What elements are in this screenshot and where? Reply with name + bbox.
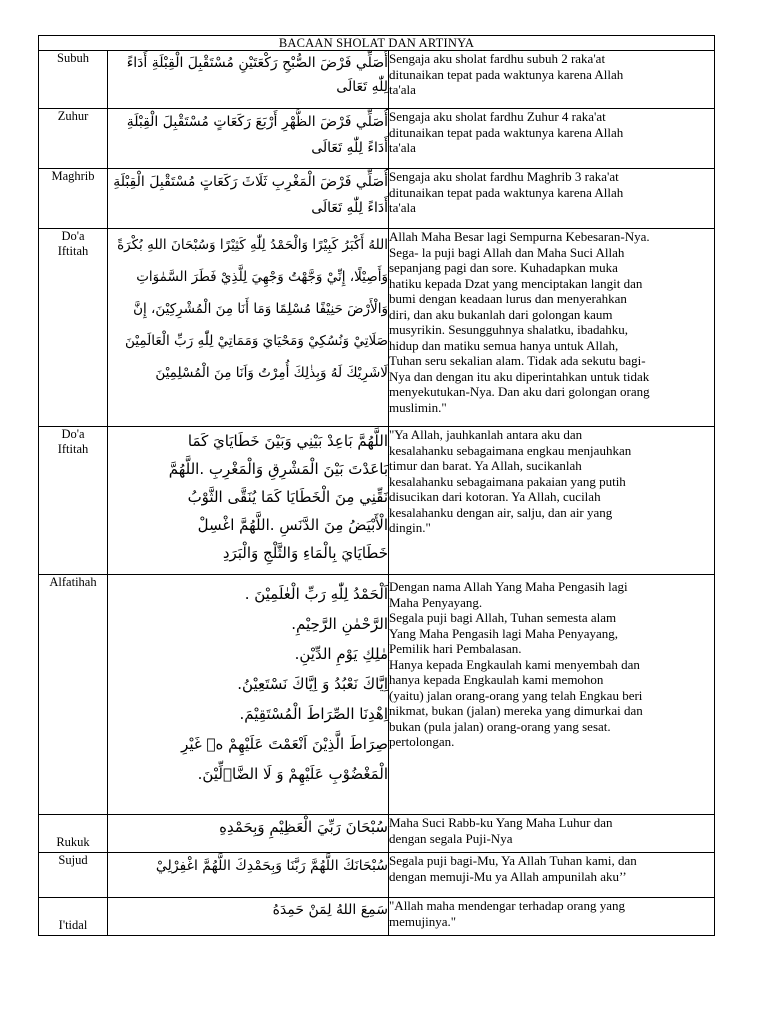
prayer-label: I'tidal (39, 898, 108, 936)
translation-line: hanya kepada Engkaulah kami memohon (389, 672, 604, 687)
arabic-line: اللَّهُمَّ بَاعِدْ بَيْنِي وَبَيْنَ خَطَايَايَ كَمَا (187, 432, 388, 450)
arabic-line: خَطَايَايَ بِالْمَاءِ وَالثَّلْجِ وَالْبَرَدِ (222, 544, 388, 562)
arabic-line: اللهُ أَكْبَرُ كَبِيْرًا وَالْحَمْدُ لِلّٰهِ كَثِيْرًا وَسُبْحَانَ اللهِ بُكْرَةً (117, 237, 388, 253)
translation-line: timur dan barat. Ya Allah, sucikanlah (389, 458, 582, 473)
arabic-text (108, 898, 389, 936)
translation-line: Sengaja aku sholat fardhu Zuhur 4 raka'at (389, 109, 606, 124)
arabic-text (108, 169, 389, 229)
table-row (39, 815, 715, 853)
table-row (39, 575, 715, 815)
prayer-label: Do'a Iftitah (39, 229, 108, 427)
prayer-label: Subuh (39, 51, 108, 109)
arabic-line: لَاشَرِيْكَ لَهُ وَبِذٰلِكَ أُمِرْتُ وَاَنَا مِنَ الْمُسْلِمِيْنَ (155, 365, 388, 381)
arabic-line: أَدَاءً لِلّٰهِ تَعَالَى (311, 140, 388, 156)
arabic-line: صَلَاتِيْ وَنُسُكِيْ وَمَحْيَايَ وَمَمَاتِيْ لِلّٰهِ رَبِّ الْعَالَمِيْنَ (124, 333, 388, 349)
translation-line: Tuhan seru sekalian alam. Tidak ada sekutu bagi- (389, 353, 646, 368)
arabic-line: نَقِّنِي مِنَ الْخَطَايَا كَمَا يُنَقَّى الثَّوْبُ (187, 488, 388, 506)
translation-line: Allah Maha Besar lagi Sempurna Kebesaran-Nya. (389, 229, 650, 244)
arabic-line: اَلْحَمْدُ لِلّٰهِ رَبِّ الْعٰلَمِيْنَ . (244, 585, 388, 603)
arabic-line: وَالْأَرْضَ حَنِيْفًا مُسْلِمًا وَمَا أَنَا مِنَ الْمُشْرِكِيْنَ، إِنَّ (133, 301, 388, 317)
translation-line: pertolongan. (389, 734, 455, 749)
translation-line: musyrikin. Sesungguhnya shalatku, ibadahku, (389, 322, 629, 337)
arabic-line: أُصَلِّي فَرْضَ الْمَغْرِبِ ثَلَاثَ رَكَعَاتٍ مُسْتَقْبِلَ الْقِبْلَةِ (113, 174, 388, 190)
arabic-line: وَأَصِيْلًا، إِنِّيْ وَجَّهْتُ وَجْهِيَ لِلَّذِيْ فَطَرَ السَّمٰوَاتِ (136, 269, 388, 285)
translation-line: Sega- la puji bagi Allah dan Maha Suci Allah (389, 244, 625, 260)
translation-line: dengan memuji-Mu ya Allah ampunilah aku’’ (389, 868, 627, 884)
arabic-line: أَدَاءً لِلّٰهِ تَعَالَى (311, 200, 388, 216)
table-row (39, 51, 715, 109)
table-row (39, 898, 715, 936)
prayer-label: Sujud (39, 853, 108, 898)
translation-line: Maha Suci Rabb-ku Yang Maha Luhur dan (389, 815, 613, 830)
translation-line: memujinya." (389, 913, 457, 929)
translation-line: menyekutukan-Nya. Dan aku dari golongan orang (389, 384, 650, 399)
translation-line: Segala puji bagi-Mu, Ya Allah Tuhan kami, dan (389, 853, 637, 868)
arabic-line: أُصَلِّي فَرْضَ الظُّهْرِ أَرْبَعَ رَكَعَاتٍ مُسْتَقْبِلَ الْقِبْلَةِ (126, 114, 388, 130)
translation-text (389, 109, 715, 169)
translation-line: ditunaikan tepat pada waktunya karena Allah (389, 124, 624, 140)
translation-text (389, 575, 715, 815)
translation-line: dingin." (389, 520, 431, 535)
arabic-text (108, 109, 389, 169)
page-title: BACAAN SHOLAT DAN ARTINYA (39, 36, 715, 51)
translation-line: bukan (pula jalan) orang-orang yang sesat. (389, 718, 611, 734)
arabic-line: اِهْدِنَا الصِّرَاطَ الْمُسْتَقِيْمَ. (239, 705, 388, 723)
arabic-line: الرَّحْمٰنِ الرَّحِيْمِ. (291, 615, 388, 633)
arabic-line: سُبْحَانَكَ اللَّهُمَّ رَبَّنَا وَبِحَمْدِكَ اللَّهُمَّ اغْفِرْلِيْ (155, 858, 388, 874)
prayer-label: Do'a Iftitah (39, 427, 108, 575)
prayer-table (38, 35, 715, 936)
translation-line: Pemilik hari Pembalasan. (389, 641, 522, 656)
arabic-line: صِرَاطَ الَّذِيْنَ اَنْعَمْتَ عَلَيْهِمْ ەۙ غَيْرِ (181, 735, 388, 753)
translation-line: "Ya Allah, jauhkanlah antara aku dan (389, 427, 583, 442)
translation-line: ta'ala (389, 200, 416, 215)
arabic-line: سَمِعَ اللهُ لِمَنْ حَمِدَهُ (272, 902, 388, 918)
table-row (39, 229, 715, 427)
translation-line: Yang Maha Pengasih lagi Maha Penyayang, (389, 625, 619, 641)
prayer-label: Rukuk (39, 815, 108, 853)
translation-line: Sengaja aku sholat fardhu subuh 2 raka'at (389, 51, 606, 66)
translation-line: kesalahanku sebagaimana engkau menjauhkan (389, 442, 632, 458)
translation-text (389, 169, 715, 229)
translation-text (389, 853, 715, 898)
arabic-line: اِيَّاكَ نَعْبُدُ وَ اِيَّاكَ نَسْتَعِيْنُ. (237, 675, 388, 693)
prayer-label: Alfatihah (39, 575, 108, 815)
translation-line: "Allah maha mendengar terhadap orang yang (389, 898, 625, 913)
translation-line: diri, dan aku bukanlah dari golongan kaum (389, 306, 613, 322)
arabic-line: أُصَلِّي فَرْضَ الصُّبْحِ رَكْعَتَيْنِ مُسْتَقْبِلَ الْقِبْلَةِ أَدَاءً (126, 55, 388, 71)
translation-line: ditunaikan tepat pada waktunya karena Allah (389, 66, 624, 82)
arabic-line: سُبْحَانَ رَبِّيَ الْعَظِيْمِ وَبِحَمْدِهِ (219, 818, 388, 836)
translation-line: disucikan dari kotoran. Ya Allah, cucilah (389, 489, 601, 504)
translation-line: hatiku kepada Dzat yang menciptakan langit dan (389, 275, 643, 291)
translation-line: ditunaikan tepat pada waktunya karena Allah (389, 184, 624, 200)
translation-line: hidup dan matiku semua hanya untuk Allah, (389, 337, 619, 353)
translation-line: ta'ala (389, 140, 416, 155)
translation-line: muslimin." (389, 399, 447, 415)
table-row (39, 169, 715, 229)
arabic-line: بَاعَدْتَ بَيْنَ الْمَشْرِقِ وَالْمَغْرِبِ .اللَّهُمَّ (168, 460, 388, 478)
translation-text (389, 229, 715, 427)
arabic-text (108, 815, 389, 853)
translation-line: Nya dan dengan itu aku diperintahkan untuk tidak (389, 368, 650, 384)
arabic-text (108, 51, 389, 109)
table-row (39, 427, 715, 575)
translation-line: nikmat, bukan (jalan) mereka yang dimurkai dan (389, 703, 643, 718)
translation-line: kesalahanku dengan air, salju, dan air yang (389, 504, 613, 520)
prayer-label: Zuhur (39, 109, 108, 169)
prayer-label: Maghrib (39, 169, 108, 229)
translation-line: Hanya kepada Engkaulah kami menyembah dan (389, 656, 640, 672)
arabic-line: لِلّٰهِ تَعَالَى (336, 79, 388, 95)
translation-line: Maha Penyayang. (389, 594, 483, 610)
arabic-line: الْأَبْيَضُ مِنَ الدَّنَسِ .اللَّهُمَّ اغْسِلْ (197, 516, 388, 534)
translation-line: (yaitu) jalan orang-orang yang telah Engkau beri (389, 687, 643, 703)
translation-line: Segala puji bagi Allah, Tuhan semesta alam (389, 610, 617, 625)
translation-line: bumi dengan keadaan lurus dan menyerahkan (389, 291, 627, 306)
arabic-line: الْمَغْضُوْبِ عَلَيْهِمْ وَ لَا الضَّاۤلِّيْنَ. (197, 765, 388, 783)
translation-text (389, 51, 715, 109)
translation-text (389, 815, 715, 853)
arabic-text (108, 229, 389, 427)
arabic-text (108, 427, 389, 575)
translation-line: kesalahanku sebagaimana pakaian yang putih (389, 473, 626, 489)
table-row (39, 853, 715, 898)
arabic-text (108, 575, 389, 815)
translation-line: ta'ala (389, 82, 416, 97)
table-row (39, 109, 715, 169)
translation-line: Sengaja aku sholat fardhu Maghrib 3 raka'at (389, 169, 619, 184)
arabic-text (108, 853, 389, 898)
translation-line: Dengan nama Allah Yang Maha Pengasih lagi (389, 579, 628, 594)
arabic-line: مٰلِكِ يَوْمِ الدِّيْنِ. (294, 645, 388, 663)
translation-line: sepanjang pagi dan sore. Kuhadapkan muka (389, 260, 618, 275)
translation-line: dengan segala Puji-Nya (389, 830, 513, 846)
translation-text (389, 898, 715, 936)
title-row (39, 36, 715, 51)
translation-text (389, 427, 715, 575)
